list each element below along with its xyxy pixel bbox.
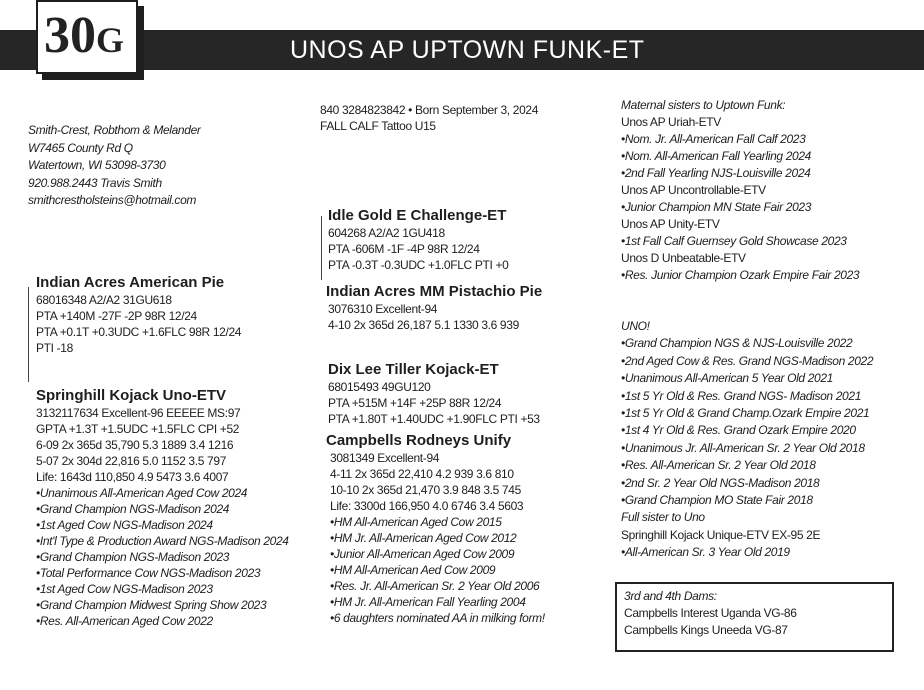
dam-honor: •1st Aged Cow NGS-Madison 2023 <box>36 582 213 596</box>
dam-dam-name: Campbells Rodneys Unify <box>326 432 512 449</box>
dam-dam-line: Life: 3300d 166,950 4.0 6746 3.4 5603 <box>330 499 524 513</box>
dam-sire-line: 68015493 49GU120 <box>328 380 431 394</box>
sire-sire-divider-line <box>321 216 322 280</box>
dam-honor: •Grand Champion Midwest Spring Show 2023 <box>36 598 267 612</box>
dam-name: Springhill Kojack Uno-ETV <box>36 387 227 404</box>
dams-box-line: Campbells Interest Uganda VG-86 <box>624 606 797 620</box>
owner-line: W7465 County Rd Q <box>28 140 133 155</box>
dam-line: 5-07 2x 304d 22,816 5.0 1152 3.5 797 <box>36 454 227 468</box>
uno-honor: •Unanimous All-American 5 Year Old 2021 <box>621 371 834 386</box>
dam-dam-line: 4-11 2x 365d 22,410 4.2 939 3.6 810 <box>330 467 514 481</box>
full-sister-honor: •All-American Sr. 3 Year Old 2019 <box>621 545 790 560</box>
sire-block <box>36 274 241 356</box>
dam-line: Life: 1643d 110,850 4.9 5473 3.6 4007 <box>36 470 229 484</box>
dam-honor: •Res. All-American Aged Cow 2022 <box>36 614 213 628</box>
owner-line: Watertown, WI 53098-3730 <box>28 158 166 172</box>
uno-honor: •1st 5 Yr Old & Grand Champ.Ozark Empire 2021 <box>621 406 870 421</box>
uno-honor: •Unanimous Jr. All-American Sr. 2 Year Old 2018 <box>621 440 865 455</box>
sister-name: Unos AP Uncontrollable-ETV <box>621 183 766 197</box>
sister-honor: •2nd Fall Yearling NJS-Louisville 2024 <box>621 166 811 180</box>
sister-honor: •1st Fall Calf Guernsey Gold Showcase 2023 <box>621 234 847 248</box>
registration-birthdate: 840 3284823842 • Born September 3, 2024 <box>320 103 539 117</box>
sire-sire-line: PTA -606M -1F -4P 98R 12/24 <box>328 242 480 256</box>
dam-honor: •Total Performance Cow NGS-Madison 2023 <box>36 566 261 580</box>
dam-dam-honor: •Res. Jr. All-American Sr. 2 Year Old 2006 <box>330 579 540 593</box>
dam-honor: •Grand Champion NGS-Madison 2024 <box>36 502 230 516</box>
uno-heading: UNO! <box>621 319 650 333</box>
dam-sire-line: PTA +515M +14F +25P 88R 12/24 <box>328 396 502 410</box>
dam-sire-name: Dix Lee Tiller Kojack-ET <box>328 361 499 378</box>
animal-id-block <box>320 102 538 134</box>
lot-number-suffix: G <box>96 20 125 60</box>
sister-name: Unos AP Uriah-ETV <box>621 115 721 129</box>
dam-dam-honor: •6 daughters nominated AA in milking form! <box>330 611 545 625</box>
owner-line: Smith-Crest, Robthom & Melander <box>28 123 201 137</box>
owner-info <box>28 122 201 210</box>
class-tattoo: FALL CALF Tattoo U15 <box>320 119 436 133</box>
sister-honor: •Nom. Jr. All-American Fall Calf 2023 <box>621 132 806 146</box>
owner-line: smithcrestholsteins@hotmail.com <box>28 193 197 207</box>
dam-dam-line: 10-10 2x 365d 21,470 3.9 848 3.5 745 <box>330 483 521 497</box>
uno-honor: •Grand Champion NGS & NJS-Louisville 2022 <box>621 336 853 351</box>
dam-line: GPTA +1.3T +1.5UDC +1.5FLC CPI +52 <box>36 422 240 436</box>
sire-sire-name: Idle Gold E Challenge-ET <box>328 207 507 224</box>
dam-dam-honor: •HM Jr. All-American Fall Yearling 2004 <box>330 595 526 609</box>
dams-box-content <box>624 588 797 639</box>
dam-honor: •1st Aged Cow NGS-Madison 2024 <box>36 518 213 532</box>
full-sister-heading: Full sister to Uno <box>621 510 705 525</box>
sire-line: PTI -18 <box>36 341 73 355</box>
dam-block <box>36 387 289 629</box>
uno-honor: •Grand Champion MO State Fair 2018 <box>621 493 813 508</box>
sister-honor: •Nom. All-American Fall Yearling 2024 <box>621 149 812 163</box>
maternal-sisters <box>621 97 859 284</box>
sire-divider-line <box>28 287 29 382</box>
dam-dam-honor: •HM All-American Aged Cow 2015 <box>330 515 502 529</box>
sire-line: PTA +0.1T +0.3UDC +1.6FLC 98R 12/24 <box>36 325 242 339</box>
sire-name: Indian Acres American Pie <box>36 274 225 291</box>
sire-dam-line: 3076310 Excellent-94 <box>328 302 438 316</box>
dam-dam-honor: •HM Jr. All-American Aged Cow 2012 <box>330 531 517 545</box>
lot-number-value: 30 <box>44 7 96 64</box>
sire-dam-name: Indian Acres MM Pistachio Pie <box>326 283 543 300</box>
dam-sire-block <box>328 361 540 427</box>
sister-honor: •Res. Junior Champion Ozark Empire Fair 2023 <box>621 268 860 282</box>
dam-dam-honor: •HM All-American Aed Cow 2009 <box>330 563 496 577</box>
lot-number <box>44 6 124 65</box>
sister-name: Unos AP Unity-ETV <box>621 217 720 231</box>
sire-sire-line: 604268 A2/A2 1GU418 <box>328 226 445 240</box>
owner-line: 920.988.2443 Travis Smith <box>28 175 162 190</box>
dam-dam-line: 3081349 Excellent-94 <box>330 451 440 465</box>
sister-name: Unos D Unbeatable-ETV <box>621 251 746 265</box>
dams-box-line: Campbells Kings Uneeda VG-87 <box>624 623 788 637</box>
uno-honor: •Res. All-American Sr. 2 Year Old 2018 <box>621 458 816 473</box>
dam-line: 6-09 2x 365d 35,790 5.3 1889 3.4 1216 <box>36 438 234 452</box>
uno-honor: •2nd Aged Cow & Res. Grand NGS-Madison 2022 <box>621 353 874 368</box>
animal-title: UNOS AP UPTOWN FUNK-ET <box>290 36 645 64</box>
dam-honor: •Unanimous All-American Aged Cow 2024 <box>36 486 248 500</box>
uno-honor: •1st 5 Yr Old & Res. Grand NGS- Madison 2021 <box>621 388 862 403</box>
uno-honor: •2nd Sr. 2 Year Old NGS-Madison 2018 <box>621 475 820 490</box>
dam-sire-line: PTA +1.80T +1.40UDC +1.90FLC PTI +53 <box>328 412 540 426</box>
maternal-heading: Maternal sisters to Uptown Funk: <box>621 98 786 112</box>
sire-line: PTA +140M -27F -2P 98R 12/24 <box>36 309 197 323</box>
sister-honor: •Junior Champion MN State Fair 2023 <box>621 200 812 214</box>
dam-dam-block <box>326 432 545 626</box>
dam-honor: •Int'l Type & Production Award NGS-Madison 2024 <box>36 534 289 548</box>
sire-dam-line: 4-10 2x 365d 26,187 5.1 1330 3.6 939 <box>328 318 519 332</box>
dam-line: 3132117634 Excellent-96 EEEEE MS:97 <box>36 406 241 420</box>
dams-box-heading: 3rd and 4th Dams: <box>624 589 717 603</box>
sire-sire-line: PTA -0.3T -0.3UDC +1.0FLC PTI +0 <box>328 258 509 272</box>
sire-sire-block <box>328 207 508 273</box>
dam-dam-honor: •Junior All-American Aged Cow 2009 <box>330 547 515 561</box>
dam-honor: •Grand Champion NGS-Madison 2023 <box>36 550 230 564</box>
sire-line: 68016348 A2/A2 31GU618 <box>36 293 172 307</box>
uno-honor: •1st 4 Yr Old & Res. Grand Ozark Empire 2020 <box>621 423 856 438</box>
full-sister-name: Springhill Kojack Unique-ETV EX-95 2E <box>621 527 821 542</box>
uno-section <box>621 318 873 562</box>
sire-dam-block <box>326 283 542 333</box>
